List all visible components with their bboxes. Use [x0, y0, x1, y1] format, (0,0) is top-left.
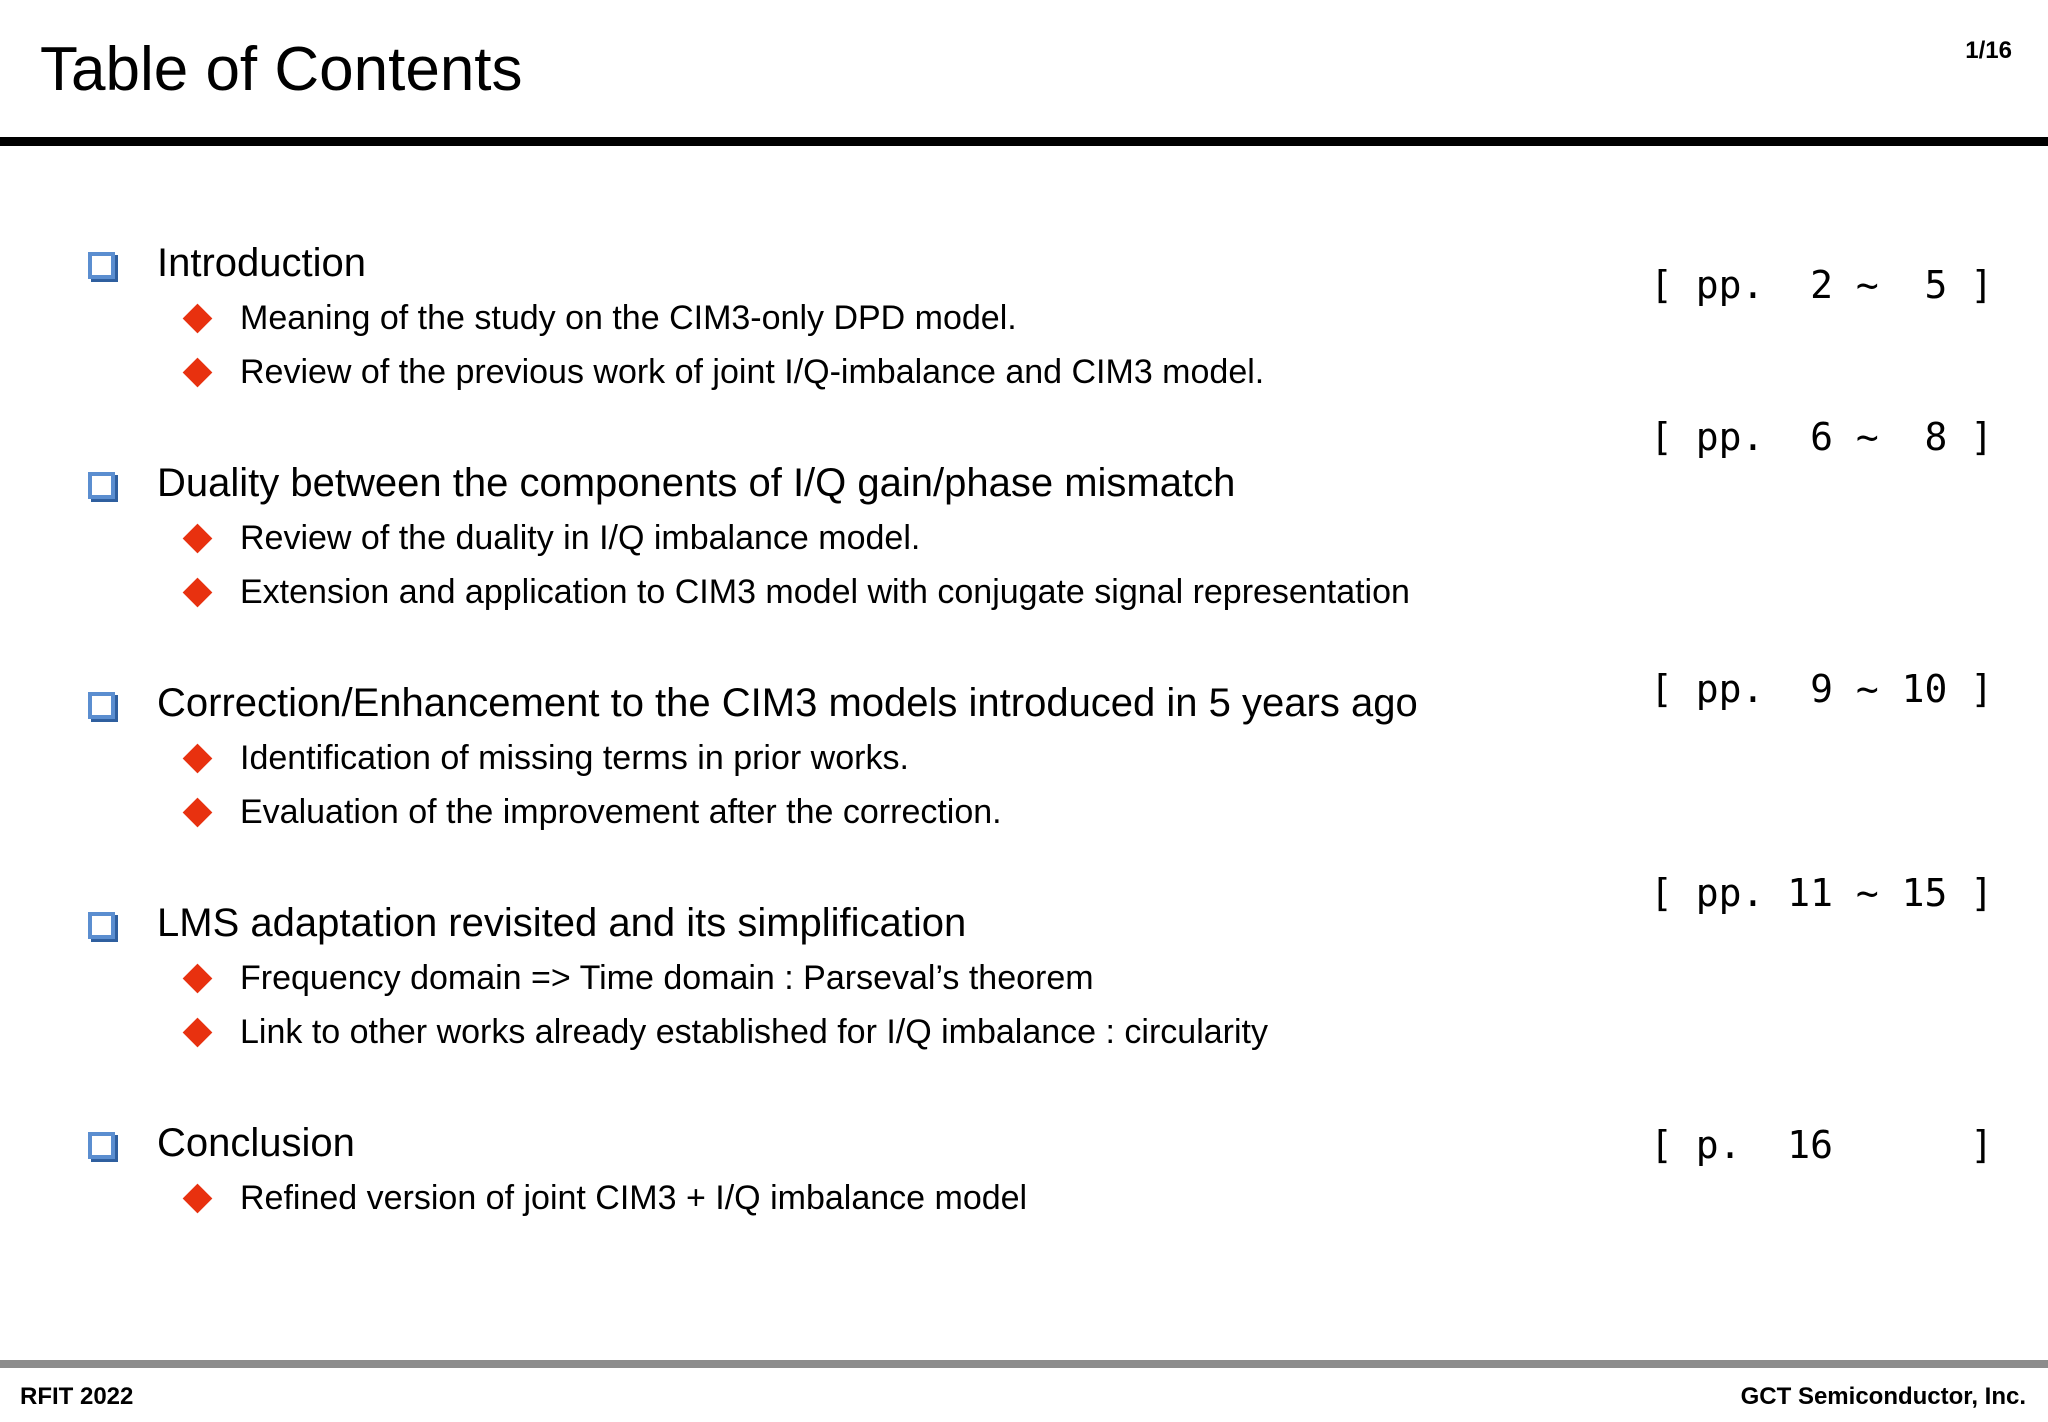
checkbox-icon: [88, 472, 115, 499]
diamond-bullet-icon: [183, 964, 213, 994]
page-range: [ pp. 11 ~ 15 ]: [1650, 871, 1994, 915]
bullet-text: Frequency domain => Time domain : Parseval’s theorem: [240, 959, 1094, 997]
diamond-bullet-icon: [183, 744, 213, 774]
page-title: Table of Contents: [40, 35, 523, 104]
diamond-bullet-icon: [183, 304, 213, 334]
diamond-bullet-icon: [183, 524, 213, 554]
bullet-text: Review of the previous work of joint I/Q-imbalance and CIM3 model.: [240, 353, 1265, 391]
section-heading-text: Duality between the components of I/Q gain/phase mismatch: [157, 461, 1236, 505]
page-range: [ pp. 2 ~ 5 ]: [1650, 263, 1994, 307]
diamond-bullet-icon: [183, 1184, 213, 1214]
page-range: [ pp. 6 ~ 8 ]: [1650, 415, 1994, 459]
diamond-bullet-icon: [183, 798, 213, 828]
diamond-bullet-icon: [183, 1018, 213, 1048]
bullet-text: Review of the duality in I/Q imbalance model.: [240, 519, 921, 557]
bullet-text: Link to other works already established for I/Q imbalance : circularity: [240, 1013, 1269, 1051]
slide-page-number: 1/16: [1965, 37, 2012, 64]
checkbox-icon: [88, 1132, 115, 1159]
section-heading-text: Conclusion: [157, 1121, 355, 1165]
checkbox-icon: [88, 692, 115, 719]
checkbox-icon: [88, 252, 115, 279]
diamond-bullet-icon: [183, 358, 213, 388]
section-heading-text: LMS adaptation revisited and its simplification: [157, 901, 967, 945]
bullet-text: Meaning of the study on the CIM3-only DPD model.: [240, 299, 1017, 337]
bullet-text: Refined version of joint CIM3 + I/Q imbalance model: [240, 1179, 1028, 1217]
bullet-text: Extension and application to CIM3 model with conjugate signal representation: [240, 573, 1410, 611]
footer-company: GCT Semiconductor, Inc.: [1740, 1383, 2026, 1410]
bullet-text: Identification of missing terms in prior works.: [240, 739, 909, 777]
checkbox-icon: [88, 912, 115, 939]
page-range: [ pp. 9 ~ 10 ]: [1650, 667, 1994, 711]
footer-conference: RFIT 2022: [20, 1383, 134, 1410]
bullet-text: Evaluation of the improvement after the correction.: [240, 793, 1002, 831]
footer-divider: [0, 1360, 2048, 1368]
header-divider: [0, 137, 2048, 146]
page-range: [ p. 16 ]: [1650, 1123, 1994, 1167]
section-heading-text: Introduction: [157, 241, 367, 285]
section-heading-text: Correction/Enhancement to the CIM3 models introduced in 5 years ago: [157, 681, 1418, 725]
diamond-bullet-icon: [183, 578, 213, 608]
